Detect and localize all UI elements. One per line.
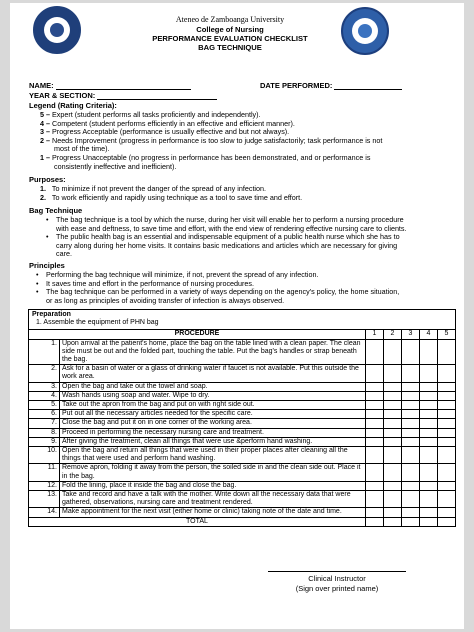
- total-label: TOTAL: [29, 517, 366, 526]
- score-cell[interactable]: [402, 517, 420, 526]
- score-cell[interactable]: [438, 464, 456, 481]
- score-cell[interactable]: [366, 401, 384, 410]
- score-cell[interactable]: [366, 428, 384, 437]
- total-row: [29, 517, 456, 526]
- bag-technique-list: [46, 216, 456, 259]
- purposes-title: Purposes:: [29, 175, 66, 184]
- university-name: Ateneo de Zamboanga University: [175, 15, 285, 24]
- date-label: DATE PERFORMED:: [260, 81, 333, 90]
- score-cell[interactable]: [402, 365, 420, 382]
- year-section-field: [29, 91, 217, 100]
- bag-technique-item: • The bag technique is a tool by which the nurse, during her visit will enable her to perform a nursing procedure with ease and deftness, to save time and effort, with the end view of rendering effective nursing care to clients.: [46, 215, 407, 233]
- score-cell[interactable]: [384, 508, 402, 517]
- step-text: Take and record and have a talk with the mother. Write down all the necessary data that were gathered, observations, nursing care and treatment rendered.: [60, 491, 366, 508]
- step-text: Open the bag and return all things that were used in their proper places after cleaning all the things that were used and perform hand washing.: [60, 447, 366, 464]
- score-cell[interactable]: [438, 419, 456, 428]
- procedure-steps: [29, 339, 456, 517]
- procedure-step-row: [29, 428, 456, 437]
- legend-title: Legend (Rating Criteria):: [29, 101, 117, 110]
- step-number: 1.: [29, 339, 60, 365]
- score-cell[interactable]: [420, 419, 438, 428]
- score-cell[interactable]: [366, 508, 384, 517]
- bag-technique-item: • The public health bag is an essential and indispensable equipment of a public health nurse which she has to carry along during her home visits. It contains basic medications and articles which are necessary for giving care.: [46, 232, 400, 259]
- score-cell[interactable]: [420, 339, 438, 365]
- score-cell[interactable]: [384, 447, 402, 464]
- principles-list: [36, 271, 451, 305]
- score-cell[interactable]: [366, 391, 384, 400]
- legend-item: 4 – Competent (student performs efficiently in an effective and efficient manner).: [40, 118, 295, 128]
- signature-note: (Sign over printed name): [295, 584, 379, 593]
- score-cell[interactable]: [384, 410, 402, 419]
- step-number: 10.: [29, 447, 60, 464]
- date-field: [260, 81, 402, 90]
- score-cell[interactable]: [384, 437, 402, 446]
- score-cell[interactable]: [420, 365, 438, 382]
- principle-item: • Performing the bag technique will minimize, if not, prevent the spread of any infection.: [36, 270, 319, 279]
- procedure-step-row: [29, 391, 456, 400]
- purposes-list: [40, 185, 450, 202]
- step-number: 9.: [29, 437, 60, 446]
- step-number: 6.: [29, 410, 60, 419]
- purpose-item: 1. To minimize if not prevent the danger of the spread of any infection.: [40, 184, 267, 193]
- year-section-label: YEAR & SECTION:: [29, 91, 96, 100]
- procedure-step-row: [29, 401, 456, 410]
- step-text: Fold the lining, place it inside the bag and close the bag.: [60, 481, 366, 490]
- name-field: [29, 81, 191, 90]
- score-cell[interactable]: [402, 447, 420, 464]
- date-line: [334, 81, 402, 90]
- step-text: Upon arrival at the patient's home, place the bag on the table lined with a clean paper. The clean side must be out and the folded part, touching the table. Put the bag's handles or strap beneath the bag.: [60, 339, 366, 365]
- score-cell[interactable]: [420, 491, 438, 508]
- principle-item: • The bag technique can be performed in a variety of ways depending on the agency's policy, the home situation, or as long as principles of avoiding transfer of infection is always observed.: [36, 287, 400, 305]
- score-cell[interactable]: [384, 464, 402, 481]
- score-cell[interactable]: [366, 437, 384, 446]
- score-cell[interactable]: [402, 481, 420, 490]
- score-cell[interactable]: [420, 428, 438, 437]
- procedure-step-row: [29, 382, 456, 391]
- score-cell[interactable]: [402, 382, 420, 391]
- step-text: Proceed in performing the necessary nursing care and treatment.: [60, 428, 366, 437]
- score-cell[interactable]: [384, 491, 402, 508]
- score-cell[interactable]: [402, 401, 420, 410]
- step-number: 4.: [29, 391, 60, 400]
- score-cell[interactable]: [402, 391, 420, 400]
- step-number: 13.: [29, 491, 60, 508]
- score-cell[interactable]: [438, 391, 456, 400]
- step-text: Remove apron, folding it away from the person, the soiled side in and the clean side out. Place it in the bag.: [60, 464, 366, 481]
- legend-item: 2 – Needs Improvement (progress in performance is too slow to judge satisfactorily; task performance is not: [40, 135, 383, 145]
- step-number: 11.: [29, 464, 60, 481]
- purpose-item: 2. To work efficiently and rapidly using technique as a tool to save time and effort.: [40, 192, 303, 202]
- legend-item-cont: most of the time).: [54, 144, 110, 154]
- procedure-step-row: [29, 508, 456, 517]
- score-cell[interactable]: [384, 382, 402, 391]
- procedure-step-row: [29, 339, 456, 365]
- procedure-header-row: [29, 330, 456, 339]
- step-number: 7.: [29, 419, 60, 428]
- score-cell[interactable]: [420, 410, 438, 419]
- procedure-step-row: [29, 491, 456, 508]
- step-number: 2.: [29, 365, 60, 382]
- form-subtitle: BAG TECHNIQUE: [198, 43, 262, 52]
- step-text: Ask for a basin of water or a glass of drinking water if faucet is not available. Put this outside the work area.: [60, 365, 366, 382]
- score-cell[interactable]: [402, 508, 420, 517]
- step-text: Put out all the necessary articles needed for the specific care.: [60, 410, 366, 419]
- legend-item-cont: consistently ineffective and inefficient).: [54, 161, 177, 171]
- procedure-step-row: [29, 464, 456, 481]
- score-cell[interactable]: [366, 517, 384, 526]
- principle-item: • It saves time and effort in the performance of nursing procedures.: [36, 278, 255, 288]
- score-cell[interactable]: [384, 339, 402, 365]
- document-page: [10, 3, 464, 629]
- step-text: Take out the apron from the bag and put on with right side out.: [60, 401, 366, 410]
- step-number: 5.: [29, 401, 60, 410]
- score-cell[interactable]: [420, 437, 438, 446]
- legend-item: 1 – Progress Unacceptable (no progress in performance has been demonstrated, and or performance is: [40, 152, 371, 162]
- score-cell[interactable]: [438, 365, 456, 382]
- score-cell[interactable]: [402, 428, 420, 437]
- score-cell[interactable]: [366, 365, 384, 382]
- score-cell[interactable]: [420, 464, 438, 481]
- score-cell[interactable]: [384, 481, 402, 490]
- score-cell[interactable]: [366, 410, 384, 419]
- score-cell[interactable]: [420, 391, 438, 400]
- step-number: 8.: [29, 428, 60, 437]
- score-cell[interactable]: [402, 419, 420, 428]
- score-cell[interactable]: [402, 464, 420, 481]
- score-cell[interactable]: [402, 491, 420, 508]
- form-title: PERFORMANCE EVALUATION CHECKLIST: [152, 34, 308, 43]
- year-section-line: [97, 91, 217, 100]
- score-cell[interactable]: [366, 481, 384, 490]
- signature-title: Clinical Instructor: [308, 574, 366, 583]
- score-cell[interactable]: [438, 517, 456, 526]
- step-text: Wash hands using soap and water. Wipe to dry.: [60, 391, 366, 400]
- procedure-step-row: [29, 419, 456, 428]
- score-cell[interactable]: [366, 339, 384, 365]
- name-label: NAME:: [29, 81, 54, 90]
- procedure-header: PROCEDURE: [29, 330, 366, 339]
- score-cell[interactable]: [384, 401, 402, 410]
- step-text: Open the bag and take out the towel and soap.: [60, 382, 366, 391]
- score-cell[interactable]: [420, 508, 438, 517]
- procedure-step-row: [29, 437, 456, 446]
- score-cell[interactable]: [384, 428, 402, 437]
- score-cell[interactable]: [384, 517, 402, 526]
- procedure-step-row: [29, 410, 456, 419]
- score-header: 2: [384, 330, 402, 339]
- college-name: College of Nursing: [196, 25, 264, 34]
- score-cell[interactable]: [366, 382, 384, 391]
- score-cell[interactable]: [366, 419, 384, 428]
- preparation-row: [29, 310, 456, 330]
- score-header: 1: [366, 330, 384, 339]
- signature-line: [268, 571, 406, 572]
- score-cell[interactable]: [366, 464, 384, 481]
- score-cell[interactable]: [438, 481, 456, 490]
- score-cell[interactable]: [438, 491, 456, 508]
- score-cell[interactable]: [420, 481, 438, 490]
- score-header: 4: [420, 330, 438, 339]
- procedure-step-row: [29, 447, 456, 464]
- score-cell[interactable]: [438, 508, 456, 517]
- legend-list: [40, 111, 450, 171]
- checklist-table: [28, 309, 456, 527]
- preparation-title: Preparation: [32, 311, 71, 318]
- principles-title: Principles: [29, 261, 65, 270]
- step-number: 14.: [29, 508, 60, 517]
- score-cell[interactable]: [366, 491, 384, 508]
- score-cell[interactable]: [402, 410, 420, 419]
- score-cell[interactable]: [438, 401, 456, 410]
- score-cell[interactable]: [420, 517, 438, 526]
- step-text: Make appointment for the next visit (either home or clinic) taking note of the date and time.: [60, 508, 366, 517]
- university-seal-logo: [33, 6, 81, 54]
- procedure-step-row: [29, 365, 456, 382]
- preparation-item: 1. Assemble the equipment of PHN bag: [36, 319, 159, 327]
- score-cell[interactable]: [384, 391, 402, 400]
- score-cell[interactable]: [438, 447, 456, 464]
- score-cell[interactable]: [384, 365, 402, 382]
- score-cell[interactable]: [438, 382, 456, 391]
- step-number: 3.: [29, 382, 60, 391]
- score-cell[interactable]: [402, 339, 420, 365]
- score-cell[interactable]: [402, 437, 420, 446]
- score-header: 5: [438, 330, 456, 339]
- score-cell[interactable]: [438, 339, 456, 365]
- score-cell[interactable]: [438, 410, 456, 419]
- legend-item: 3 – Progress Acceptable (performance is usually effective and but not always).: [40, 127, 290, 137]
- bag-technique-title: Bag Technique: [29, 206, 83, 215]
- score-cell[interactable]: [420, 447, 438, 464]
- score-cell[interactable]: [438, 437, 456, 446]
- score-cell[interactable]: [384, 419, 402, 428]
- name-line: [56, 81, 191, 90]
- procedure-step-row: [29, 481, 456, 490]
- step-number: 12.: [29, 481, 60, 490]
- score-cell[interactable]: [438, 428, 456, 437]
- score-header: 3: [402, 330, 420, 339]
- step-text: Close the bag and put it on in one corner of the working area.: [60, 419, 366, 428]
- step-text: After giving the treatment, clean all things that were use &perform hand washing.: [60, 437, 366, 446]
- legend-item: 5 – Expert (student performs all tasks proficiently and independently).: [40, 110, 261, 119]
- score-cell[interactable]: [366, 447, 384, 464]
- score-cell[interactable]: [420, 401, 438, 410]
- score-cell[interactable]: [420, 382, 438, 391]
